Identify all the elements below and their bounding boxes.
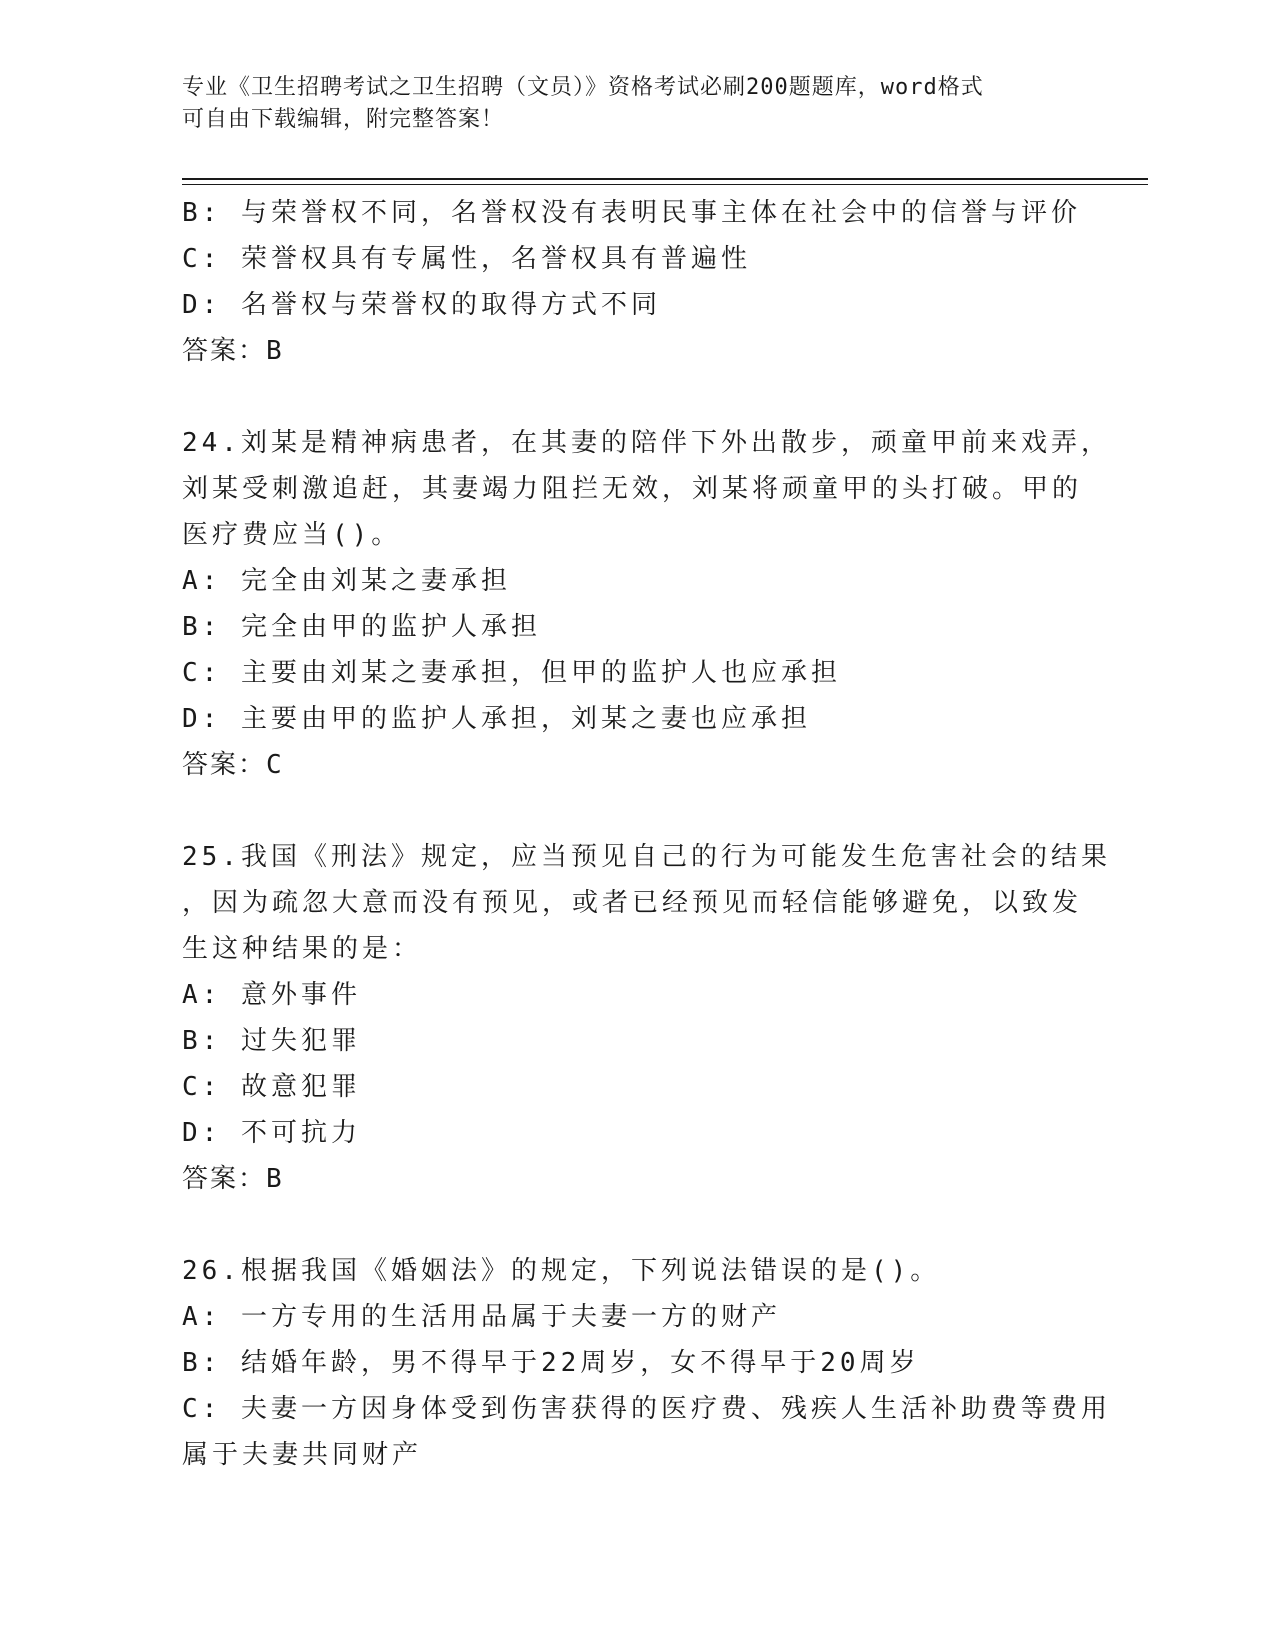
q24-stem-line: 医疗费应当()。 xyxy=(182,520,402,550)
spacer xyxy=(182,1202,1102,1248)
question-23-tail xyxy=(182,190,1102,374)
header-divider-thin xyxy=(182,184,1148,185)
q23-answer: 答案：B xyxy=(182,336,284,366)
q25-stem-line: 生这种结果的是： xyxy=(182,934,423,964)
q25-answer: 答案：B xyxy=(182,1164,284,1194)
question-26 xyxy=(182,1248,1111,1478)
spacer xyxy=(182,374,1102,420)
header-title-line-1: 专业《卫生招聘考试之卫生招聘（文员）》资格考试必刷200题题库，word格式 xyxy=(182,75,984,100)
q24-answer: 答案：C xyxy=(182,750,284,780)
q23-option-d: D: 名誉权与荣誉权的取得方式不同 xyxy=(182,290,661,320)
q26-option-a: A: 一方专用的生活用品属于夫妻一方的财产 xyxy=(182,1302,781,1332)
q25-stem-line: 25.我国《刑法》规定，应当预见自己的行为可能发生危害社会的结果 xyxy=(182,842,1111,872)
question-content xyxy=(182,190,1111,1478)
q24-stem-line: 24.刘某是精神病患者，在其妻的陪伴下外出散步，顽童甲前来戏弄， xyxy=(182,428,1111,458)
page-header xyxy=(182,72,1082,136)
q25-option-d: D: 不可抗力 xyxy=(182,1118,361,1148)
q26-option-c-line: C: 夫妻一方因身体受到伤害获得的医疗费、残疾人生活补助费等费用 xyxy=(182,1394,1111,1424)
q26-option-c-line: 属于夫妻共同财产 xyxy=(182,1440,423,1470)
q24-stem-line: 刘某受刺激追赶，其妻竭力阻拦无效，刘某将顽童甲的头打破。甲的 xyxy=(182,474,1083,504)
question-25 xyxy=(182,834,1111,1202)
q24-option-d: D: 主要由甲的监护人承担，刘某之妻也应承担 xyxy=(182,704,811,734)
question-24 xyxy=(182,420,1111,788)
q24-option-c: C: 主要由刘某之妻承担，但甲的监护人也应承担 xyxy=(182,658,841,688)
q25-option-c: C: 故意犯罪 xyxy=(182,1072,361,1102)
q26-option-b: B: 结婚年龄，男不得早于22周岁，女不得早于20周岁 xyxy=(182,1348,920,1378)
q25-stem-line: ，因为疏忽大意而没有预见，或者已经预见而轻信能够避免，以致发 xyxy=(182,888,1083,918)
q24-option-a: A: 完全由刘某之妻承担 xyxy=(182,566,511,596)
q25-option-b: B: 过失犯罪 xyxy=(182,1026,361,1056)
q23-option-b: B: 与荣誉权不同，名誉权没有表明民事主体在社会中的信誉与评价 xyxy=(182,198,1081,228)
q26-stem-line: 26.根据我国《婚姻法》的规定，下列说法错误的是()。 xyxy=(182,1256,941,1286)
header-title-line-2: 可自由下载编辑，附完整答案！ xyxy=(182,107,505,132)
spacer xyxy=(182,788,1102,834)
header-divider-thick xyxy=(182,178,1148,180)
q25-option-a: A: 意外事件 xyxy=(182,980,361,1010)
q23-option-c: C: 荣誉权具有专属性，名誉权具有普遍性 xyxy=(182,244,751,274)
q24-option-b: B: 完全由甲的监护人承担 xyxy=(182,612,541,642)
